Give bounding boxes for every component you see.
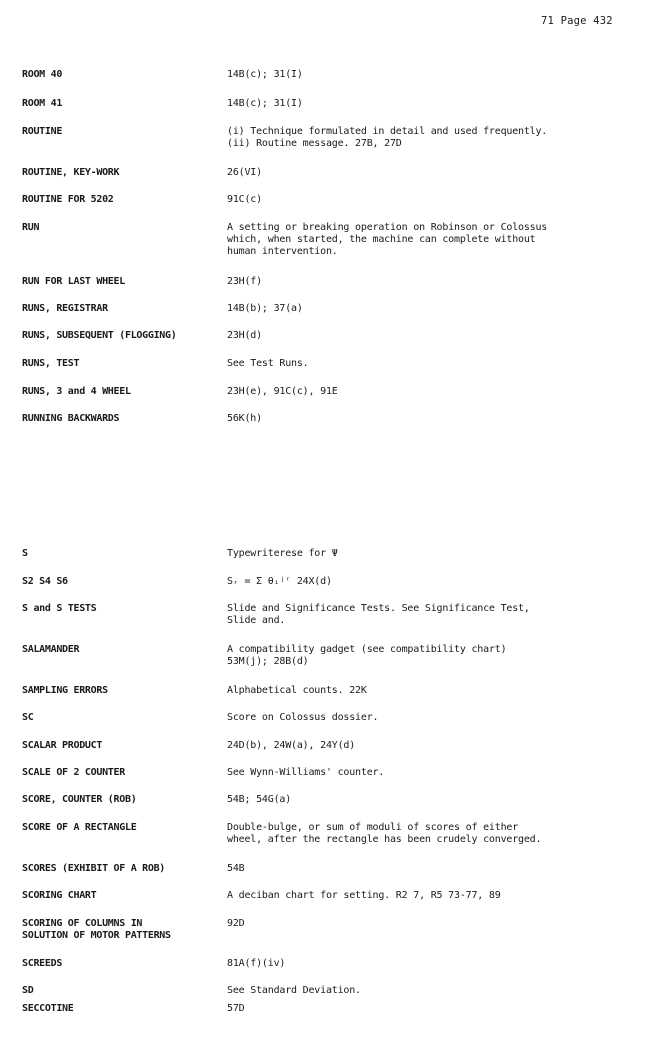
entry-definition: Slide and Significance Tests. See Significance Test, Slide and. — [227, 603, 530, 626]
entry-definition: 92D — [227, 918, 245, 929]
entry-term: RUNS, TEST — [22, 358, 80, 369]
entry-definition: 14B(c); 31(I) — [227, 69, 303, 80]
entry-term: ROUTINE FOR 5202 — [22, 194, 114, 205]
entry-definition: 14B(b); 37(a) — [227, 303, 303, 314]
entry-term: RUNNING BACKWARDS — [22, 413, 120, 424]
page-number: 71 Page 432 — [541, 15, 613, 27]
entry-term: S — [22, 548, 28, 559]
entry-definition: Sᵣ = Σ θᵢʲʳ 24X(d) — [227, 576, 332, 587]
entry-term: RUN FOR LAST WHEEL — [22, 276, 125, 287]
entry-term: SCORE OF A RECTANGLE — [22, 822, 137, 833]
entry-term: ROUTINE, KEY-WORK — [22, 167, 120, 178]
entry-definition: Alphabetical counts. 22K — [227, 685, 367, 696]
entry-term: SCORING CHART — [22, 890, 97, 901]
entry-definition: (i) Technique formulated in detail and used frequently. (ii) Routine message. 27B, 27D — [227, 126, 548, 149]
entry-definition: Double-bulge, or sum of moduli of scores of either wheel, after the rectangle has been crudely converged. — [227, 822, 542, 845]
entry-definition: Typewriterese for Ψ — [227, 548, 338, 559]
entry-term: SD — [22, 985, 34, 996]
entry-term: SCORE, COUNTER (ROB) — [22, 794, 137, 805]
entry-term: S and S TESTS — [22, 603, 97, 614]
entry-term: S2 S4 S6 — [22, 576, 68, 587]
entry-term: RUNS, REGISTRAR — [22, 303, 108, 314]
entry-definition: See Wynn-Williams' counter. — [227, 767, 385, 778]
entry-definition: 57D — [227, 1003, 245, 1014]
entry-term: SALAMANDER — [22, 644, 80, 655]
entry-definition: 23H(d) — [227, 330, 262, 341]
entry-definition: Score on Colossus dossier. — [227, 712, 379, 723]
entry-term: SECCOTINE — [22, 1003, 74, 1014]
entry-term: RUNS, SUBSEQUENT (FLOGGING) — [22, 330, 177, 341]
entry-term: RUNS, 3 and 4 WHEEL — [22, 386, 131, 397]
entry-definition: 54B; 54G(a) — [227, 794, 292, 805]
entry-definition: 24D(b), 24W(a), 24Y(d) — [227, 740, 356, 751]
entry-term: SCALE OF 2 COUNTER — [22, 767, 125, 778]
entry-term: ROOM 41 — [22, 98, 63, 109]
entry-term: SCORING OF COLUMNS IN SOLUTION OF MOTOR PATTERNS — [22, 918, 171, 941]
entry-term: ROUTINE — [22, 126, 63, 137]
entry-definition: A deciban chart for setting. R2 7, R5 73-77, 89 — [227, 890, 501, 901]
entry-term: SAMPLING ERRORS — [22, 685, 108, 696]
entry-definition: See Standard Deviation. — [227, 985, 361, 996]
entry-definition: 26(VI) — [227, 167, 262, 178]
entry-definition: 14B(c); 31(I) — [227, 98, 303, 109]
entry-definition: 23H(e), 91C(c), 91E — [227, 386, 338, 397]
entry-definition: 23H(f) — [227, 276, 262, 287]
entry-term: SCALAR PRODUCT — [22, 740, 103, 751]
entry-term: RUN — [22, 222, 40, 233]
entry-definition: A compatibility gadget (see compatibility chart) 53M(j); 28B(d) — [227, 644, 507, 667]
entry-term: SCORES (EXHIBIT OF A ROB) — [22, 863, 166, 874]
entry-definition: 54B — [227, 863, 245, 874]
entry-term: ROOM 40 — [22, 69, 63, 80]
entry-definition: See Test Runs. — [227, 358, 309, 369]
entry-definition: 91C(c) — [227, 194, 262, 205]
entry-term: SC — [22, 712, 34, 723]
entry-definition: 81A(f)(iv) — [227, 958, 286, 969]
entry-term: SCREEDS — [22, 958, 63, 969]
entry-definition: A setting or breaking operation on Robinson or Colossus which, when started, the machine can complete without human intervention. — [227, 222, 548, 257]
entry-definition: 56K(h) — [227, 413, 262, 424]
